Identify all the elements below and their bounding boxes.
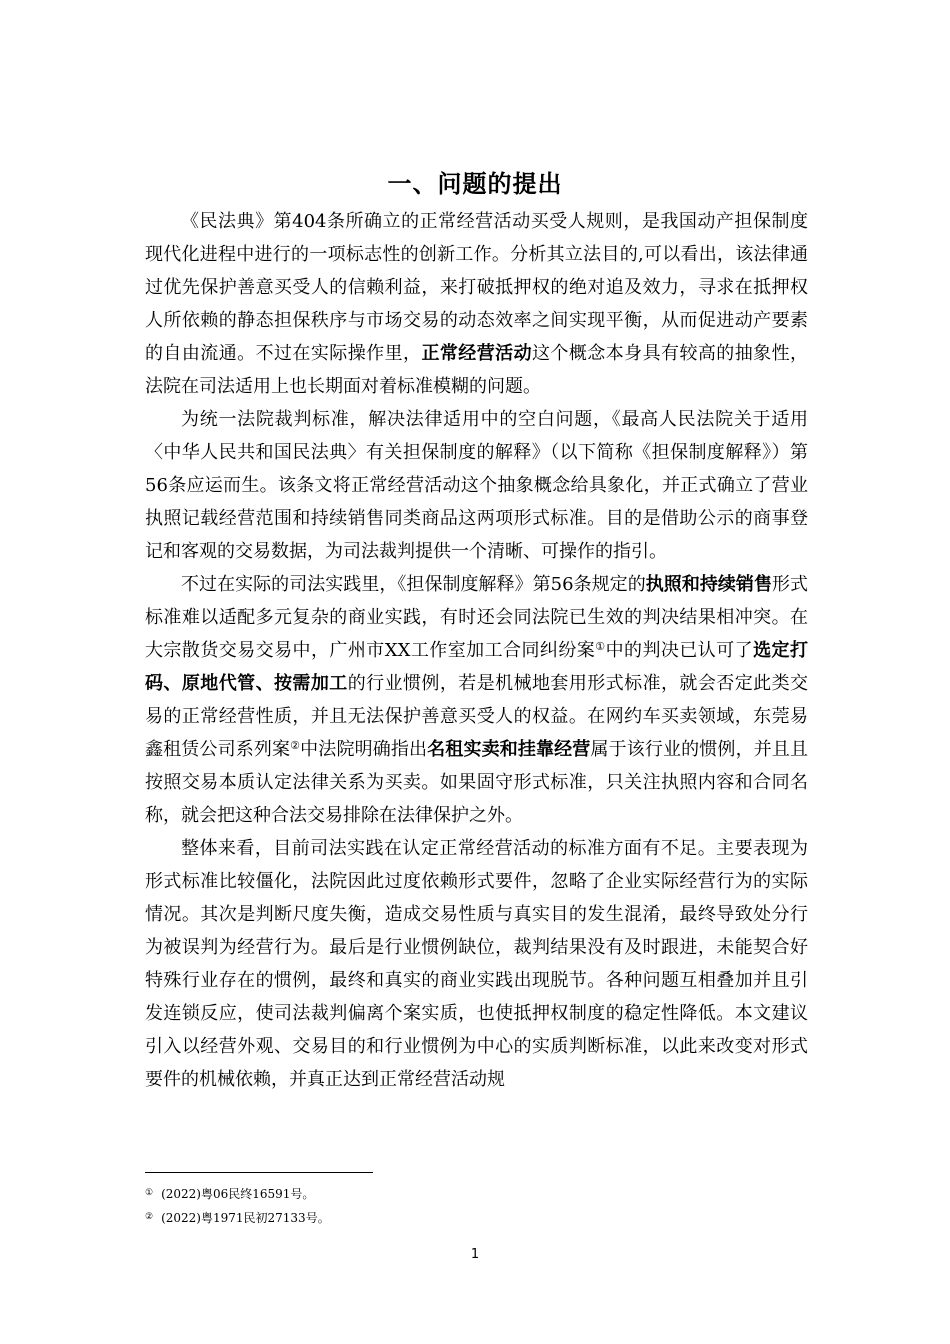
text-run: 中的判决已认可了 [605, 640, 754, 661]
text-run: 属于该行业的惯例，并且且按照交易本质认定法律关系为买卖。如果固守形式标准，只关注执照内容和合同名称，就会把这种合法交易排除在法律保护之外。 [145, 739, 809, 826]
footnote-text: (2022)粤06民终16591号。 [161, 1187, 315, 1201]
paragraph-3 [145, 568, 808, 832]
footnote-1 [145, 1182, 808, 1206]
section-title: 一、问题的提出 [387, 170, 563, 198]
emphasis-text: 执照和持续销售 [645, 574, 772, 595]
page-number: 1 [470, 1247, 480, 1262]
footnote-text: (2022)粤1971民初27133号。 [161, 1211, 330, 1225]
footnote-ref: ① [595, 640, 606, 653]
body-text [145, 205, 808, 1096]
emphasis-text: 正常经营活动 [421, 343, 533, 364]
paragraph-4 [145, 832, 808, 1096]
emphasis-text: 选定打码、原地代管、按需加工 [145, 640, 808, 694]
footnote-mark: ① [145, 1188, 154, 1198]
text-run: 中法院明确指出 [300, 739, 428, 760]
emphasis-text: 名租实卖和挂靠经营 [427, 739, 591, 760]
text-run: 形式标准难以适配多元复杂的商业实践，有时还会同法院已生效的判决结果相冲突。在大宗散货交易交易中，广州市XX工作室加工合同纠纷案 [145, 574, 809, 661]
paragraph-1 [145, 205, 808, 403]
footnotes [145, 1182, 808, 1230]
footnote-separator [145, 1172, 373, 1173]
paragraph-2 [145, 403, 808, 568]
footnote-ref: ② [290, 739, 301, 752]
text-run: 整体来看，目前司法实践在认定正常经营活动的标准方面有不足。主要表现为形式标准比较僵化，法院因此过度依赖形式要件，忽略了企业实际经营行为的实际情况。其次是判断尺度失衡，造成交易性质与真实目的发生混淆，最终导致处分行为被误判为经营行为。最后是行业惯例缺位，裁判结果没有及时跟进，未能契合好特殊行业存在的惯例，最终和真实的商业实践出现脱节。各种问题互相叠加并且引发连锁反应，使司法裁判偏离个案实质，也使抵押权制度的稳定性降低。本文建议引入以经营外观、交易目的和行业惯例为中心的实质判断标准，以此来改变对形式要件的机械依赖，并真正达到正常经营活动规 [145, 838, 808, 1090]
footnote-2 [145, 1206, 808, 1230]
text-run: 不过在实际的司法实践里，《担保制度解释》第56条规定的 [181, 574, 646, 595]
footnote-mark: ② [145, 1212, 154, 1222]
text-run: 的行业惯例，若是机械地套用形式标准，就会否定此类交易的正常经营性质，并且无法保护善意买受人的权益。在网约车买卖领域，东莞易鑫租赁公司系列案 [145, 673, 809, 760]
text-run: 这个概念本身具有较高的抽象性，法院在司法适用上也长期面对着标准模糊的问题。 [145, 343, 809, 397]
text-run: 《民法典》第404条所确立的正常经营活动买受人规则，是我国动产担保制度现代化进程中进行的一项标志性的创新工作。分析其立法目的,可以看出，该法律通过优先保护善意买受人的信赖利益，来打破抵押权的绝对追及效力，寻求在抵押权人所依赖的静态担保秩序与市场交易的动态效率之间实现平衡，从而促进动产要素的自由流通。不过在实际操作里， [145, 211, 808, 364]
text-run: 为统一法院裁判标准，解决法律适用中的空白问题，《最高人民法院关于适用〈中华人民共和国民法典〉有关担保制度的解释》（以下简称《担保制度解释》）第56条应运而生。该条文将正常经营活动这个抽象概念给具象化，并正式确立了营业执照记载经营范围和持续销售同类商品这两项形式标准。目的是借助公示的商事登记和客观的交易数据，为司法裁判提供一个清晰、可操作的指引。 [145, 409, 808, 562]
